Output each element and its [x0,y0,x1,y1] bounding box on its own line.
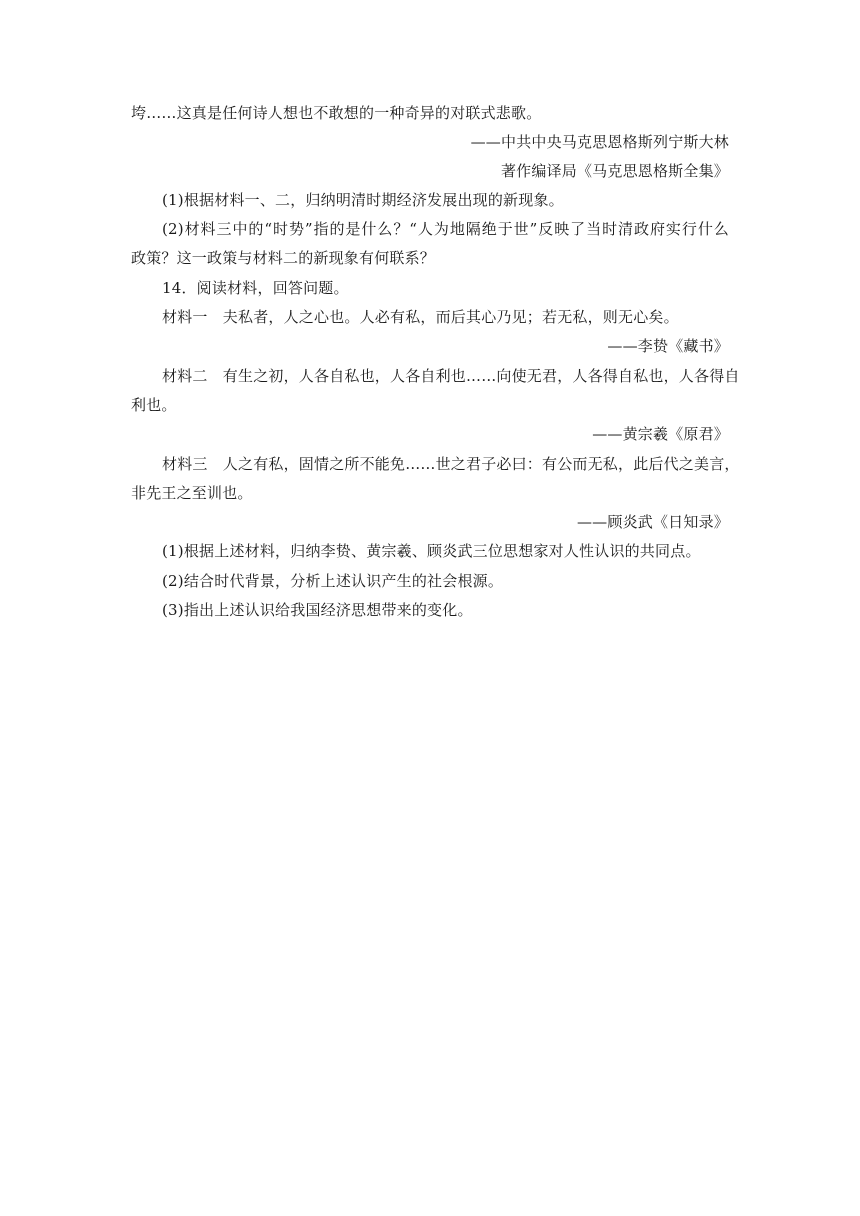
q13-source-line-1: ——中共中央马克思恩格斯列宁斯大林 [470,133,729,151]
q13-question-2-line-1: (2)材料三中的“时势”指的是什么？“人为地隔绝于世”反映了当时清政府实行什么 [162,220,729,238]
q14-material-3-line-1: 材料三 人之有私，固情之所不能免……世之君子必曰：有公而无私，此后代之美言， [162,455,740,473]
q13-material-continuation: 垮……这真是任何诗人想也不敢想的一种奇异的对联式悲歌。 [131,104,542,122]
q14-material-1: 材料一 夫私者，人之心也。人必有私，而后其心乃见；若无私，则无心矣。 [162,308,679,326]
q13-question-2-line-2: 政策？这一政策与材料二的新现象有何联系？ [131,249,436,267]
q14-material-3-line-2: 非先王之至训也。 [131,484,253,502]
q14-material-2-line-2: 利也。 [131,396,177,414]
q14-source-3: ——顾炎武《日知录》 [576,513,729,531]
q14-source-1: ——李贽《藏书》 [607,337,729,355]
q14-source-2: ——黄宗羲《原君》 [592,425,729,443]
q13-question-1: (1)根据材料一、二，归纳明清时期经济发展出现的新现象。 [162,191,564,209]
q14-question-3: (3)指出上述认识给我国经济思想带来的变化。 [162,601,473,619]
q13-source-line-2: 著作编译局《马克思恩格斯全集》 [500,162,729,180]
q14-heading: 14．阅读材料，回答问题。 [162,279,349,297]
q14-question-2: (2)结合时代背景，分析上述认识产生的社会根源。 [162,572,504,590]
q14-question-1: (1)根据上述材料，归纳李贽、黄宗羲、顾炎武三位思想家对人性认识的共同点。 [162,542,701,560]
q14-material-2-line-1: 材料二 有生之初，人各自私也，人各自利也……向使无君，人各得自私也，人各得自 [162,367,740,385]
